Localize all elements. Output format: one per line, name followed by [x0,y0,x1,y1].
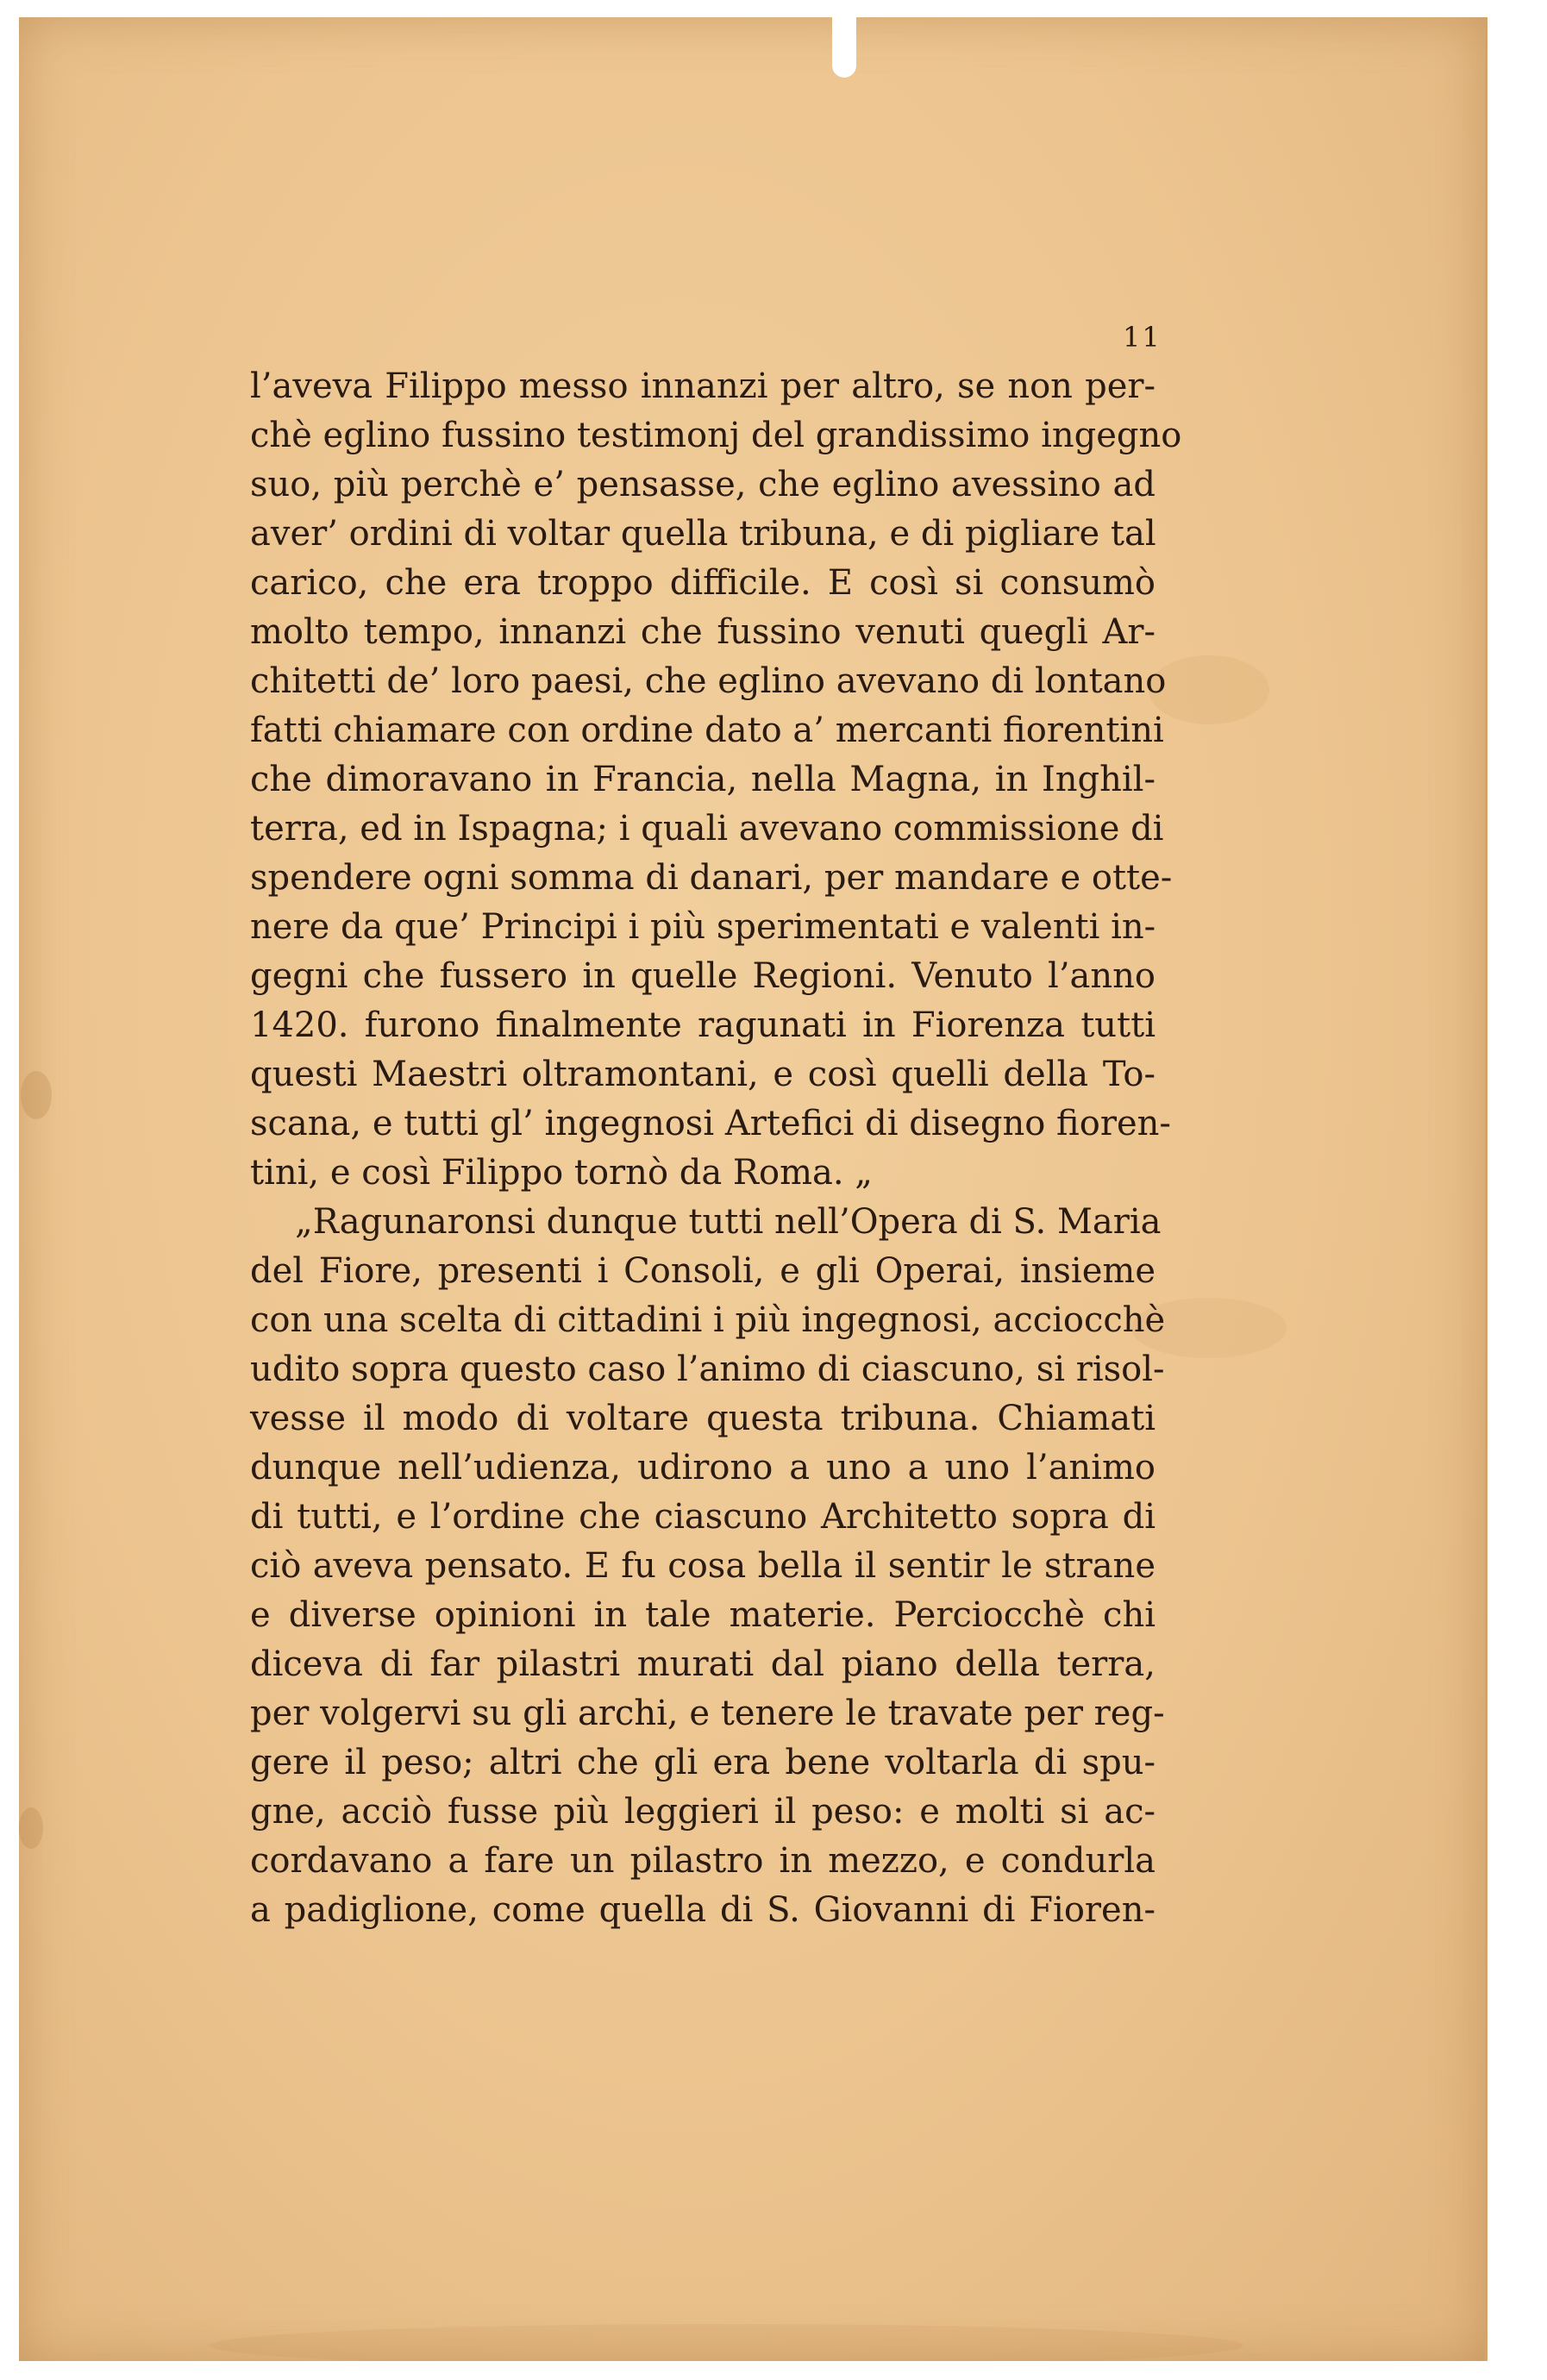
text-line: „Ragunaronsi dunque tutti nell’Opera di S. Maria [295,1202,1162,1242]
text-line: con una scelta di cittadini i più ingegnosi, acciocchè [250,1300,1166,1340]
torn-edge-notch [832,17,856,78]
text-line: l’aveva Filippo messo innanzi per altro, se non per- [250,366,1156,406]
text-line: ciò aveva pensato. E fu cosa bella il sentir le strane [250,1546,1156,1586]
text-line: chè eglino fussino testimonj del grandissimo ingegno [250,416,1182,455]
text-line: chitetti de’ loro paesi, che eglino avevano di lontano [250,661,1167,701]
text-block [250,362,1182,1935]
text-line: che dimoravano in Francia, nella Magna, in Inghil- [250,760,1156,799]
text-line: vesse il modo di voltare questa tribuna. Chiamati [250,1399,1156,1438]
text-line: diceva di far pilastri murati dal piano della terra, [250,1644,1156,1684]
text-line: gne, acciò fusse più leggieri il peso: e molti si ac- [250,1792,1156,1832]
text-line: del Fiore, presenti i Consoli, e gli Operai, insieme [250,1251,1156,1291]
text-line: e diverse opinioni in tale materie. Perciocchè chi [250,1595,1156,1635]
page-number: 11 [1123,321,1162,354]
text-line: gere il peso; altri che gli era bene voltarla di spu- [250,1743,1156,1782]
text-line: a padiglione, come quella di S. Giovanni di Fioren- [250,1890,1156,1930]
text-line: suo, più perchè e’ pensasse, che eglino avessino ad [250,465,1156,504]
text-line: dunque nell’udienza, udirono a uno a uno l’animo [250,1448,1156,1488]
text-line: nere da que’ Principi i più sperimentati e valenti in- [250,907,1156,947]
text-line: scana, e tutti gl’ ingegnosi Artefici di disegno fioren- [250,1104,1171,1143]
text-line: tini, e così Filippo tornò da Roma. „ [250,1153,874,1193]
text-line: carico, che era troppo difficile. E così si consumò [250,563,1156,603]
text-line: udito sopra questo caso l’animo di ciascuno, si risol- [250,1350,1165,1389]
text-line: aver’ ordini di voltar quella tribuna, e di pigliare tal [250,514,1156,554]
text-line: terra, ed in Ispagna; i quali avevano commissione di [250,809,1164,849]
text-line: per volgervi su gli archi, e tenere le travate per reg- [250,1694,1165,1733]
text-line: molto tempo, innanzi che fussino venuti quegli Ar- [250,612,1156,652]
text-line: fatti chiamare con ordine dato a’ mercanti fiorentini [250,711,1164,750]
text-line: spendere ogni somma di danari, per mandare e otte- [250,858,1173,898]
text-line: di tutti, e l’ordine che ciascuno Architetto sopra di [250,1497,1156,1537]
text-line: questi Maestri oltramontani, e così quelli della To- [250,1055,1156,1094]
text-line: gegni che fussero in quelle Regioni. Venuto l’anno [250,956,1156,996]
text-line: cordavano a fare un pilastro in mezzo, e condurla [250,1841,1156,1881]
text-line: 1420. furono finalmente ragunati in Fiorenza tutti [250,1005,1156,1045]
